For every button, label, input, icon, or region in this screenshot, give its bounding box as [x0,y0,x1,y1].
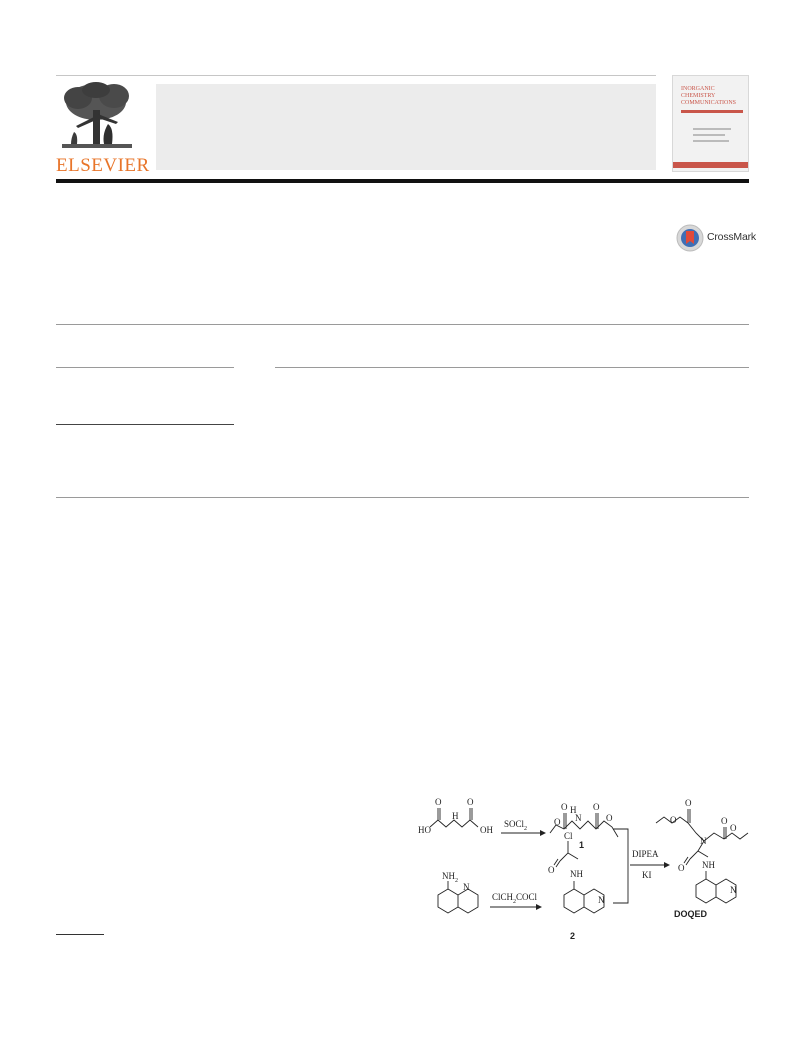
journal-cover[interactable] [672,75,749,172]
compound-1-label: 1 [579,840,585,850]
compound-1-structure [550,802,618,850]
atom-o: O [685,798,692,808]
atom-o: O [561,802,568,812]
reagent-dipea: DIPEA [632,849,659,859]
atom-cl: Cl [564,831,573,841]
atom-n: N [575,813,582,823]
atom-n: N [700,836,707,846]
atom-nh2: $NH_2$ [442,871,458,884]
arrow-head [664,862,670,868]
keywords-rule [56,424,234,425]
arrow-head [536,904,542,910]
header-top-rule [56,75,656,76]
compound-2-label: 2 [570,931,576,941]
compound-2-structure [548,831,605,941]
reagent-ki: KI [642,870,652,880]
atom-n: N [730,885,737,895]
atom-nh: NH [570,869,583,879]
footnote-rule [56,934,104,935]
arrow-head [540,830,546,836]
publisher-name[interactable]: ELSEVIER [56,155,150,176]
cover-title: INORGANIC CHEMISTRY COMMUNICATIONS [681,86,737,106]
atom-o: O [435,797,442,807]
reaction-scheme [408,793,758,953]
journal-header-band [156,84,656,170]
abstract-end-rule [56,497,749,498]
atom-h: H [452,811,459,821]
atom-o: O [593,802,600,812]
cover-accent-strip [681,110,743,113]
header-separator [56,179,749,183]
article-info-rule [56,324,749,325]
atom-h: H [570,805,577,815]
atom-o: O [467,797,474,807]
doqed-structure [656,798,748,919]
atom-o: O [554,817,561,827]
atom-o: O [678,863,685,873]
cover-line [693,128,731,130]
crossmark-label[interactable]: CrossMark [707,231,756,243]
atom-n: N [463,882,470,892]
reagent-chloroacetyl-chloride: ClCH$_2$COCl [492,892,538,905]
reagent-socl2: SOCl$_2$ [504,819,528,832]
cover-line [693,140,729,142]
article-info-column-rule [56,367,234,368]
atom-oh: OH [480,825,493,835]
atom-o: O [606,813,613,823]
atom-ho: HO [418,825,431,835]
atom-nh: NH [702,860,715,870]
atom-n: N [598,895,605,905]
aminoquinoline-structure [438,871,478,913]
atom-o: O [670,815,677,825]
cover-line [693,134,725,136]
abstract-column-rule [275,367,749,368]
cover-bottom-band [673,162,749,168]
atom-o: O [721,816,728,826]
scheme-bracket [613,829,628,903]
product-label: DOQED [674,909,708,919]
iminodiacetic-acid-structure [418,797,493,835]
atom-o: O [548,865,555,875]
crossmark-icon [676,223,706,253]
atom-o: O [730,823,737,833]
tree-icon [56,80,138,155]
